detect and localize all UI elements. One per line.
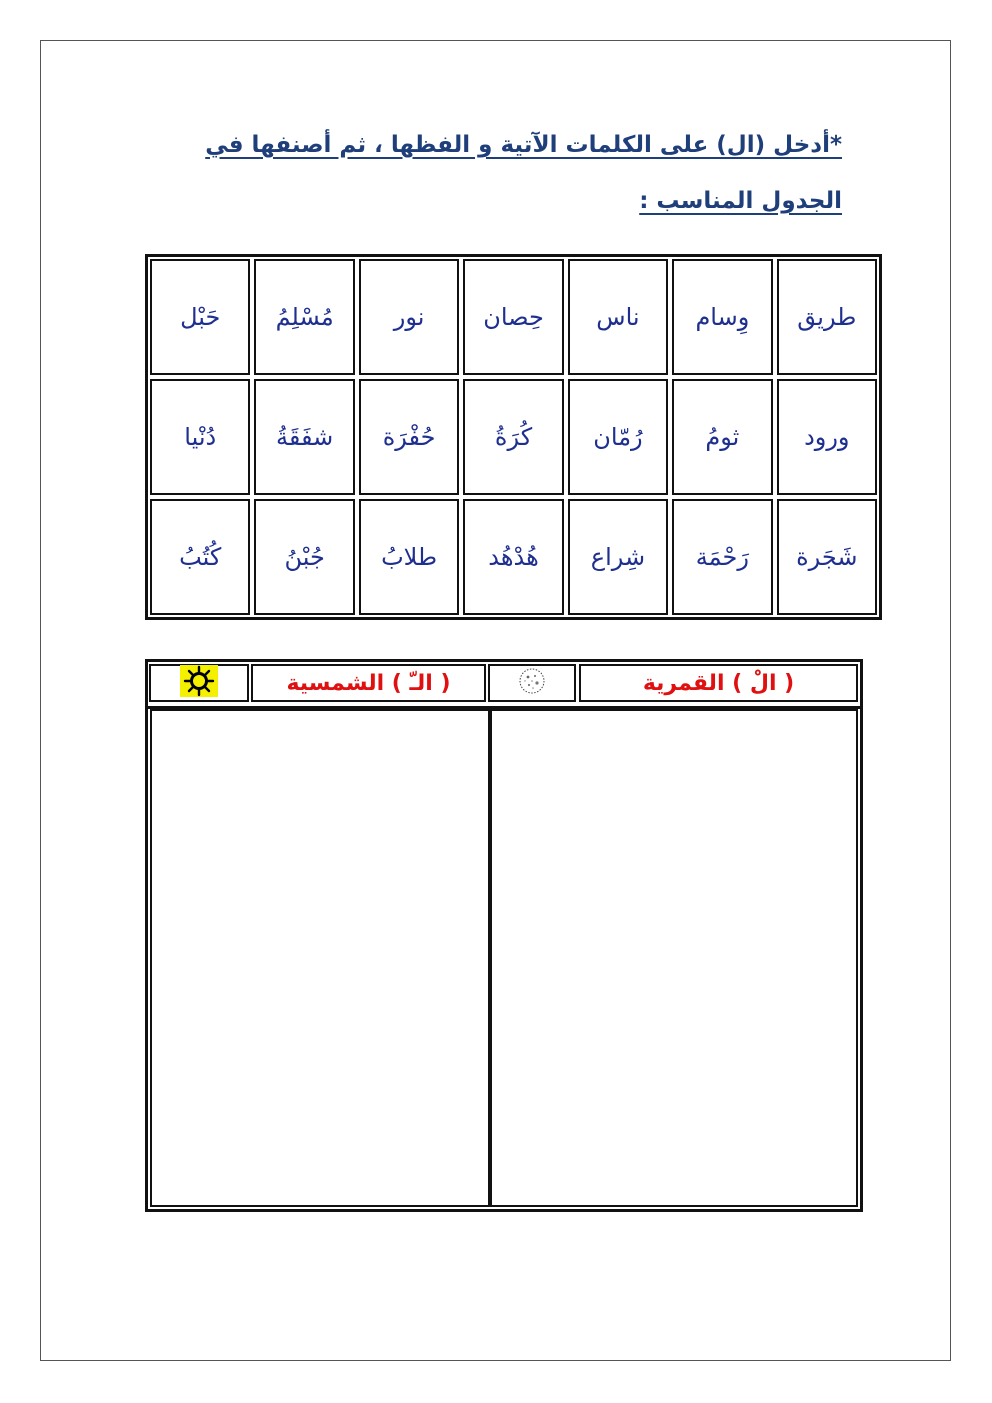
word-cell: هُدْهُد (463, 499, 563, 615)
word-cell: حَبْل (150, 259, 250, 375)
sort-table (145, 659, 863, 1212)
word-cell: شفَقَةُ (254, 379, 354, 495)
word-cell: ورود (777, 379, 877, 495)
qamari-label: ( الْ ) القمرية (642, 670, 795, 696)
word-cell: حِصان (463, 259, 563, 375)
words-table (145, 254, 882, 620)
word-cell: شِراع (568, 499, 668, 615)
word-cell: ثومُ (672, 379, 772, 495)
word-cell: حُفْرَة (359, 379, 459, 495)
moon-icon (515, 665, 549, 701)
qamari-header (579, 664, 858, 702)
shamsi-icon-cell (149, 664, 249, 702)
word-cell: كُرَةُ (463, 379, 563, 495)
word-cell: كُتُبُ (150, 499, 250, 615)
sort-table-header (148, 662, 860, 709)
word-cell: رَحْمَة (672, 499, 772, 615)
word-cell: نور (359, 259, 459, 375)
word-cell: طريق (777, 259, 877, 375)
word-cell: وِسام (672, 259, 772, 375)
word-cell: رُمّان (568, 379, 668, 495)
word-cell: شَجَرة (777, 499, 877, 615)
shamsi-label: ( الـّ ) الشمسية (286, 670, 451, 696)
instruction-line-1: *أدخل (ال) على الكلمات الآتية و الفظها ، ثم أصنفها في (205, 132, 842, 158)
word-cell: طلابُ (359, 499, 459, 615)
word-cell: مُسْلِمُ (254, 259, 354, 375)
qamari-answer-area[interactable] (490, 709, 858, 1207)
shamsi-answer-area[interactable] (150, 709, 490, 1207)
word-cell: جُبْنُ (254, 499, 354, 615)
instruction-line-2: الجدول المناسب : (639, 188, 842, 214)
sun-icon (176, 664, 222, 702)
shamsi-header (251, 664, 486, 702)
qamari-icon-cell (488, 664, 576, 702)
word-cell: ناس (568, 259, 668, 375)
word-cell: دُنْيا (150, 379, 250, 495)
